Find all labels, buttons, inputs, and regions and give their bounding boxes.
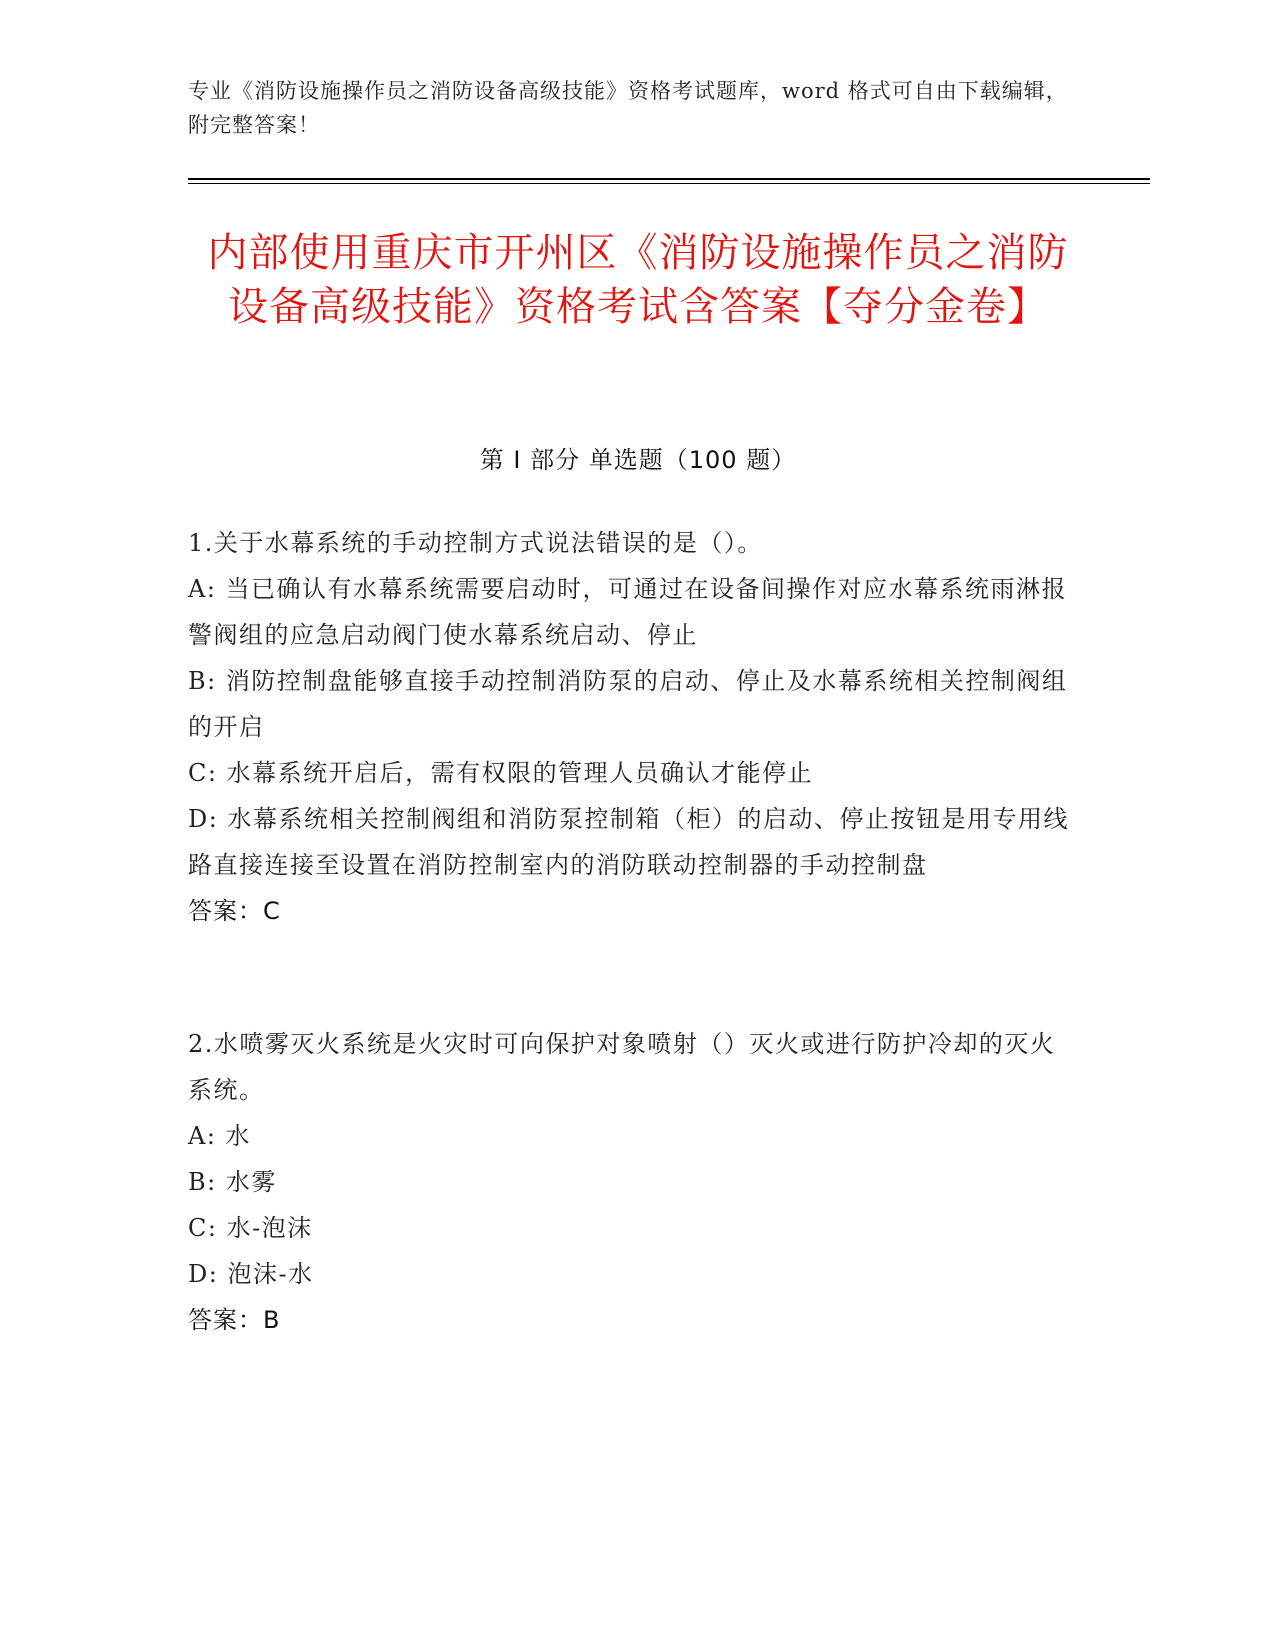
question-1 [188,520,1078,934]
header-divider-thick [188,178,1150,180]
section-heading: 第 I 部分 单选题（100 题） [479,446,797,474]
option-a: A: 水 [188,1122,252,1150]
question-stem: 1.关于水幕系统的手动控制方式说法错误的是（）。 [188,529,763,557]
header-note: 专业《消防设施操作员之消防设备高级技能》资格考试题库，word 格式可自由下载编辑，附完整答案！ [188,79,1068,137]
document-title: 内部使用重庆市开州区《消防设施操作员之消防设备高级技能》资格考试含答案【夺分金卷】 [207,230,1069,330]
option-a: A: 当已确认有水幕系统需要启动时，可通过在设备间操作对应水幕系统雨淋报警阀组的应急启动阀门使水幕系统启动、停止 [188,575,1068,649]
option-d: D: 水幕系统相关控制阀组和消防泵控制箱（柜）的启动、停止按钮是用专用线路直接连接至设置在消防控制室内的消防联动控制器的手动控制盘 [188,805,1069,879]
header-divider-thin [188,183,1150,184]
answer: 答案：B [188,1306,281,1334]
option-c: C: 水-泡沫 [188,1214,313,1242]
question-2 [188,1021,1078,1343]
answer: 答案：C [188,897,281,925]
option-b: B: 消防控制盘能够直接手动控制消防泵的启动、停止及水幕系统相关控制阀组的开启 [188,667,1068,741]
option-b: B: 水雾 [188,1168,277,1196]
question-stem: 2.水喷雾灭火系统是火灾时可向保护对象喷射（）灭火或进行防护冷却的灭火系统。 [188,1030,1056,1104]
option-c: C: 水幕系统开启后，需有权限的管理人员确认才能停止 [188,759,814,787]
option-d: D: 泡沫-水 [188,1260,314,1288]
